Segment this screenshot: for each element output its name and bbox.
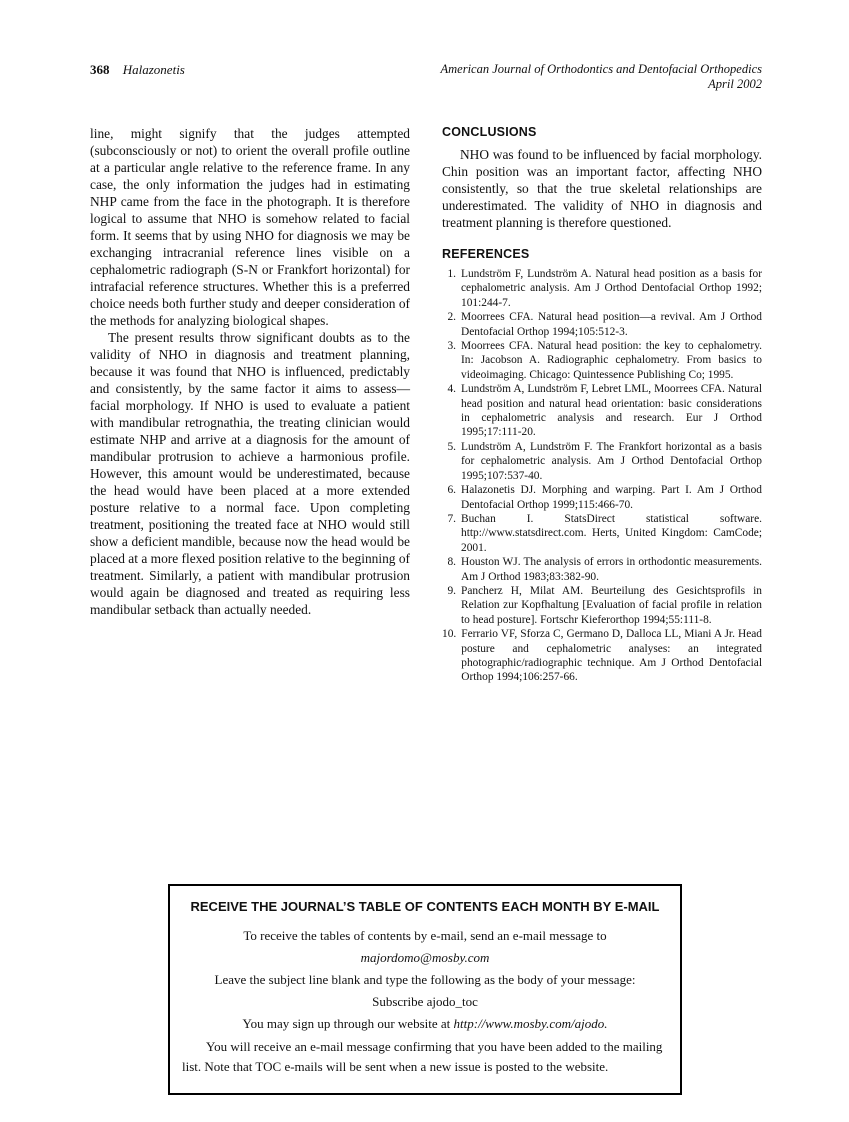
reference-number: 9. <box>447 584 456 597</box>
journal-name: American Journal of Orthodontics and Dentofacial Orthopedics <box>440 62 762 76</box>
toc-line-3 <box>182 1013 668 1035</box>
toc-confirmation-note: You will receive an e-mail message confirming that you have been added to the mailing list. Note that TOC e-mails will be sent when a new issue is posted to the website. <box>182 1039 663 1074</box>
body-paragraph: The present results throw significant doubts as to the validity of NHO in diagnosis and treatment planning, because it was found that NHO is influenced, predictably and consistently, by the same factor it aims to assess—facial morphology. If NHO is used to evaluate a patient with mandibular retrognathia, the treating clinician would estimate NHP and arrive at a diagnosis for the amount of mandibular protrusion to achieve a harmonious profile. However, this amount would be underestimated, because the head would have been placed at a more extended posture relative to a normal face. Upon completing treatment, positioning the treated face at NHO would still show a deficient mandible, because now the head would be placed at a more flexed position relative to the beginning of treatment. Similarly, a patient with mandibular protrusion would again be diagnosed and treated as requiring less mandibular setback than actually needed. <box>90 330 410 617</box>
reference-text: Halazonetis DJ. Morphing and warping. Part I. Am J Orthod Dentofacial Orthop 1999;115:466-70. <box>461 484 762 511</box>
header-left <box>90 62 185 77</box>
reference-item <box>442 512 762 555</box>
reference-number: 4. <box>447 383 456 396</box>
reference-text: Lundström F, Lundström A. Natural head position as a basis for cephalometric analysis. Am J Orthod Dentofacial Orthop 1992; 101:244-7. <box>461 268 762 309</box>
conclusions-text: NHO was found to be influenced by facial morphology. Chin position was an important factor, affecting NHO consistently, so that the true skeletal relationships are underestimated. The validity of NHO in diagnosis and treatment planning is therefore questioned. <box>442 147 762 230</box>
conclusions-heading: CONCLUSIONS <box>442 125 537 139</box>
toc-email-address: majordomo@mosby.com <box>360 950 490 965</box>
reference-text: Lundström A, Lundström F. The Frankfort horizontal as a basis for cephalometric analysis. Am J Orthod Dentofacial Orthop 1995;107:537-40. <box>461 440 762 482</box>
reference-item <box>442 584 762 627</box>
reference-text: Moorrees CFA. Natural head position—a revival. Am J Orthod Dentofacial Orthop 1994;105:512-3. <box>461 311 762 338</box>
reference-number: 8. <box>447 556 456 569</box>
toc-line-3-text: You may sign up through our website at <box>242 1016 454 1031</box>
reference-number: 2. <box>447 311 456 324</box>
reference-number: 3. <box>447 340 456 353</box>
issue-date: April 2002 <box>708 77 762 91</box>
body-columns <box>90 125 762 685</box>
reference-item <box>442 310 762 339</box>
reference-text: Ferrario VF, Sforza C, Germano D, Dalloca LL, Miani A Jr. Head posture and cephalometric analyses: an integrated photographic/radiographic technique. Am J Orthod Dentofacial Orthop 1994;106:257-66. <box>461 628 762 684</box>
left-column <box>90 125 410 685</box>
page-number: 368 <box>90 62 110 77</box>
reference-item <box>442 267 762 310</box>
header-right <box>441 62 763 92</box>
reference-item <box>442 627 762 685</box>
references-heading: REFERENCES <box>442 247 530 261</box>
running-author: Halazonetis <box>122 62 185 77</box>
reference-number: 1. <box>447 268 456 280</box>
toc-box-title: RECEIVE THE JOURNAL’S TABLE OF CONTENTS EACH MONTH BY E-MAIL <box>190 899 660 914</box>
reference-item <box>442 339 762 382</box>
reference-item <box>442 483 762 512</box>
reference-item <box>442 440 762 483</box>
reference-number: 7. <box>447 512 456 525</box>
reference-item <box>442 555 762 584</box>
reference-text: Moorrees CFA. Natural head position: the key to cephalometry. In: Jacobson A. Radiographic cephalometry. From basics to videoimaging. Chicago: Quintessence Publishing Co; 1995. <box>461 340 762 381</box>
toc-line-2: Leave the subject line blank and type the following as the body of your message: <box>214 972 636 987</box>
body-paragraph: line, might signify that the judges attempted (subconsciously or not) to orient the overall profile outline at a particular angle relative to the reference frame. In any case, the only information the judges had in estimating NHP came from the face in the photograph. It is therefore logical to assume that NHO is somehow related to facial form. It seems that by using NHO for diagnosis we may be exchanging intracranial reference lines visible on a cephalometric radiograph (S-N or Frankfort horizontal) for intrafacial reference structures. Whether this is a preferred choice needs both further study and deeper consideration of the methods for analyzing biological shapes. <box>90 126 410 328</box>
reference-text: Buchan I. StatsDirect statistical software. http://www.statsdirect.com. Herts, United Kingdom: CamCode; 2001. <box>461 512 762 554</box>
reference-item <box>442 382 762 440</box>
reference-number: 5. <box>447 440 456 453</box>
toc-subscribe-command: Subscribe ajodo_toc <box>372 994 478 1009</box>
reference-text: Lundström A, Lundström F, Lebret LML, Moorrees CFA. Natural head position and natural head orientation: basic considerations in cephalometric analysis and research. Eur J Orthod 1995;17:111-20. <box>461 383 762 439</box>
reference-text: Houston WJ. The analysis of errors in orthodontic measurements. Am J Orthod 1983;83:382-90. <box>461 556 762 583</box>
reference-text: Pancherz H, Milat AM. Beurteilung des Gesichtsprofils in Relation zur Kopfhaltung [Evaluation of facial profile in relation to head posture]. Fortschr Kieferorthop 1994;55:111-8. <box>461 584 762 626</box>
toc-announcement-box <box>168 884 682 1095</box>
right-column <box>442 125 762 685</box>
reference-number: 6. <box>447 484 456 497</box>
reference-number: 10. <box>442 628 457 641</box>
toc-line-1: To receive the tables of contents by e-mail, send an e-mail message to <box>243 928 607 943</box>
running-header <box>90 62 762 92</box>
toc-website-url: http://www.mosby.com/ajodo. <box>453 1016 608 1031</box>
